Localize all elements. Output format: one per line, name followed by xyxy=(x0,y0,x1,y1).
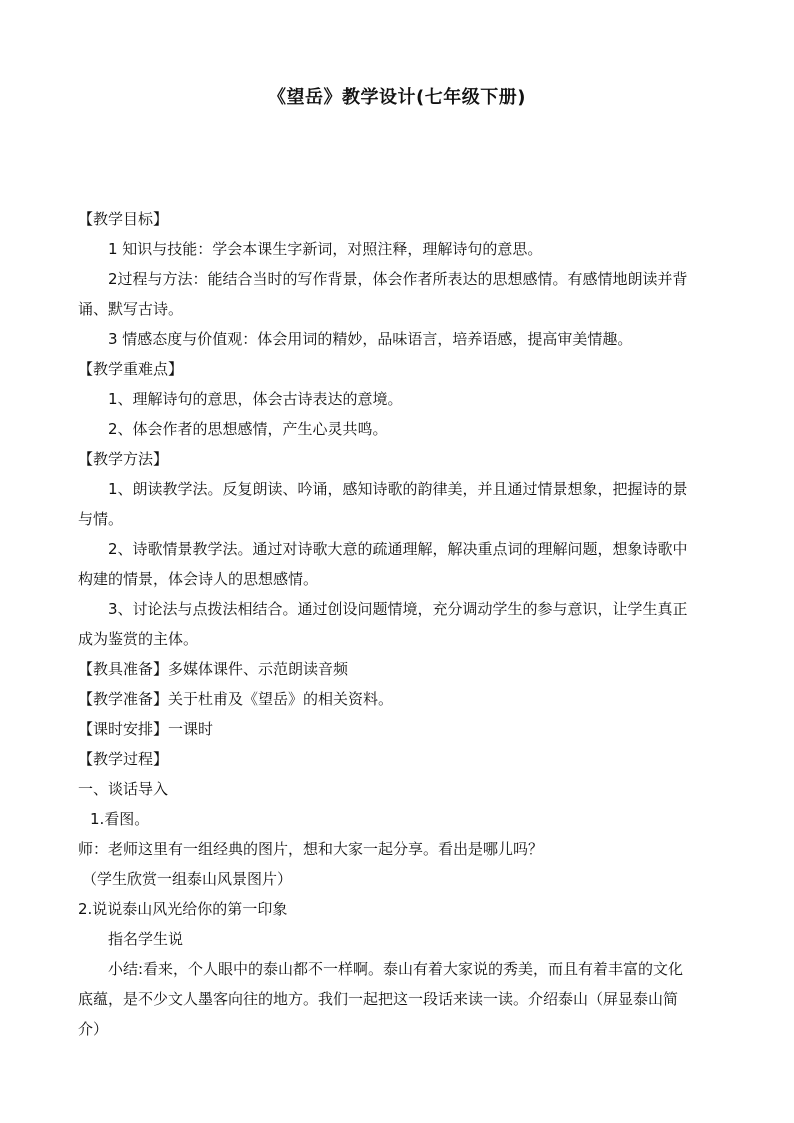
class-schedule: 【课时安排】一课时 xyxy=(78,720,214,738)
teaching-prep: 【教学准备】关于杜甫及《望岳》的相关资料。 xyxy=(78,690,394,708)
summary-line: 小结:看来，个人眼中的泰山都不一样啊。泰山有着大家说的秀美，而且有着丰富的文化 xyxy=(108,960,684,978)
process-step-1: 一、谈话导入 xyxy=(78,780,169,798)
teacher-line: 师：老师这里有一组经典的图片，想和大家一起分享。看出是哪儿吗？ xyxy=(78,840,544,858)
keypoint-1: 1、理解诗句的意思，体会古诗表达的意境。 xyxy=(108,390,403,408)
objective-2: 2过程与方法：能结合当时的写作背景，体会作者所表达的思想感情。有感情地朗读并背 xyxy=(108,270,688,288)
objective-3: 3 情感态度与价值观：体会用词的精妙，品味语言，培养语感，提高审美情趣。 xyxy=(108,330,633,348)
section-heading-process: 【教学过程】 xyxy=(78,750,169,768)
method-2: 2、诗歌情景教学法。通过对诗歌大意的疏通理解，解决重点词的理解问题，想象诗歌中 xyxy=(108,540,688,558)
teaching-aids: 【教具准备】多媒体课件、示范朗读音频 xyxy=(78,660,349,678)
document-title: 《望岳》教学设计(七年级下册) xyxy=(268,87,526,108)
process-substep-1: 1.看图。 xyxy=(90,810,150,828)
summary-line-cont: 底蕴，是不少文人墨客向往的地方。我们一起把这一段话来读一读。介绍泰山（屏显泰山简 xyxy=(78,990,679,1008)
keypoint-2: 2、体会作者的思想感情，产生心灵共鸣。 xyxy=(108,420,388,438)
section-heading-methods: 【教学方法】 xyxy=(78,450,169,468)
student-activity: （学生欣赏一组泰山风景图片） xyxy=(82,870,293,888)
method-1: 1、朗读教学法。反复朗读、吟诵，感知诗歌的韵律美，并且通过情景想象，把握诗的景 xyxy=(108,480,688,498)
summary-line-end: 介） xyxy=(78,1020,109,1038)
process-substep-2: 2.说说泰山风光给你的第一印象 xyxy=(78,900,288,918)
section-heading-objectives: 【教学目标】 xyxy=(78,210,169,228)
method-3-cont: 成为鉴赏的主体。 xyxy=(78,630,199,648)
method-2-cont: 构建的情景，体会诗人的思想感情。 xyxy=(78,570,319,588)
document-body xyxy=(78,204,718,1044)
objective-1: 1 知识与技能：学会本课生字新词，对照注释，理解诗句的意思。 xyxy=(108,240,543,258)
section-heading-keypoints: 【教学重难点】 xyxy=(78,360,184,378)
objective-2-cont: 诵、默写古诗。 xyxy=(78,300,184,318)
instruction-line: 指名学生说 xyxy=(108,930,184,948)
method-3: 3、讨论法与点拨法相结合。通过创设问题情境，充分调动学生的参与意识，让学生真正 xyxy=(108,600,688,618)
method-1-cont: 与情。 xyxy=(78,510,124,528)
